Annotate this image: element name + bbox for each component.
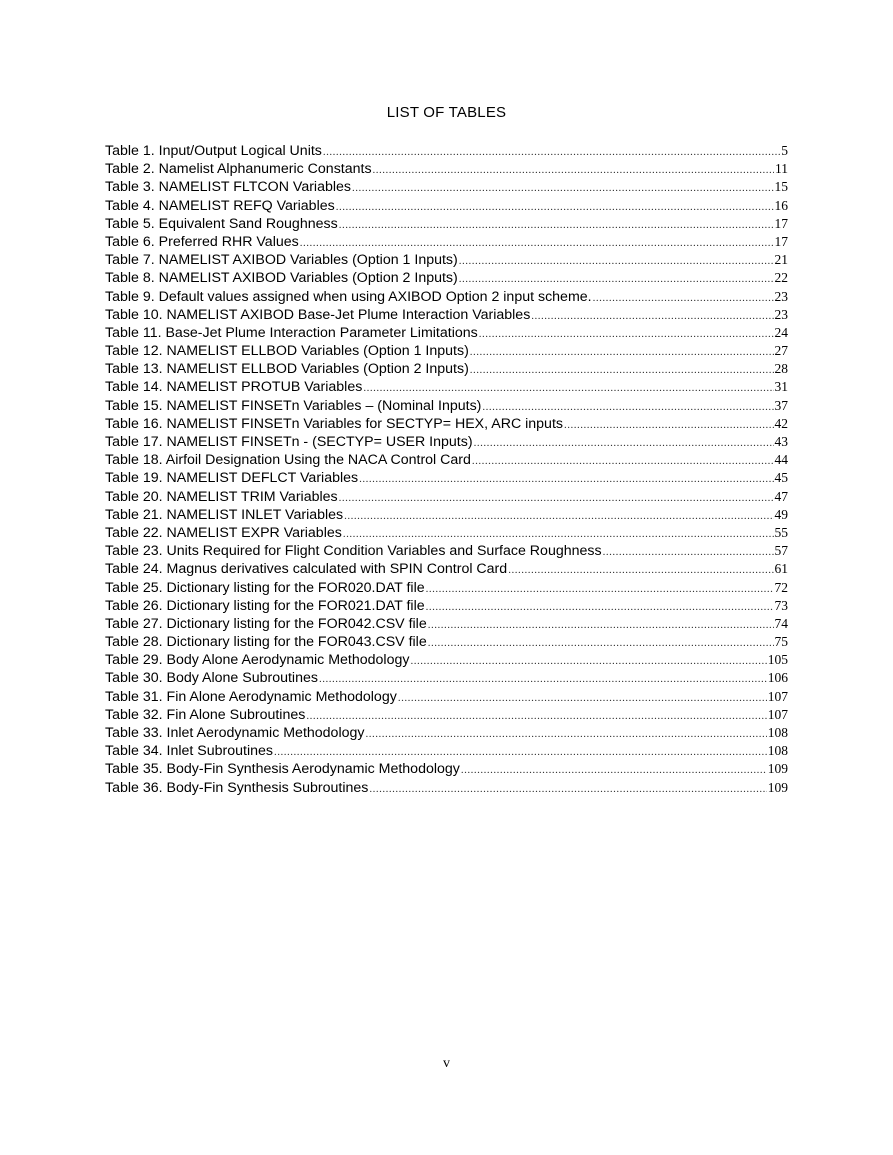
toc-entry-label: Table 1. Input/Output Logical Units [105,143,322,159]
toc-entry[interactable] [105,451,788,469]
toc-entry-page: 61 [774,561,788,577]
toc-entry[interactable] [105,760,788,778]
toc-entry-page: 57 [774,543,788,559]
dot-leader [336,198,774,215]
dot-leader [306,707,766,724]
toc-entry-page: 75 [774,634,788,650]
dot-leader [369,780,766,797]
toc-entry-page: 45 [774,470,788,486]
toc-entry[interactable] [105,269,788,287]
dot-leader [426,598,774,615]
dot-leader [461,761,767,778]
dot-leader [472,452,774,469]
dot-leader [470,361,774,378]
toc-entry[interactable] [105,160,788,178]
dot-leader [274,743,767,760]
toc-entry-label: Table 25. Dictionary listing for the FOR020.DAT file [105,579,425,596]
toc-entry-page: 44 [774,452,788,468]
toc-entry-label: Table 29. Body Alone Aerodynamic Methodology [105,652,410,669]
toc-entry-page: 31 [774,379,788,395]
toc-entry[interactable] [105,779,788,797]
toc-entry-label: Table 3. NAMELIST FLTCON Variables [105,179,351,196]
dot-leader [479,325,774,342]
dot-leader [410,652,766,669]
dot-leader [603,543,774,560]
toc-entry[interactable] [105,651,788,669]
toc-entry-page: 22 [774,270,788,286]
toc-entry[interactable] [105,397,788,415]
toc-entry[interactable] [105,433,788,451]
toc-entry-page: 27 [774,343,788,359]
dot-leader [564,416,774,433]
toc-entry-page: 23 [774,288,788,304]
dot-leader [593,289,774,306]
toc-entry[interactable] [105,306,788,324]
toc-entry-label: Table 9. Default values assigned when using AXIBOD Option 2 input scheme. [105,288,592,305]
toc-entry-page: 107 [767,706,788,722]
toc-entry[interactable] [105,233,788,251]
toc-entry-label: Table 23. Units Required for Flight Condition Variables and Surface Roughness [105,543,602,560]
toc-entry[interactable] [105,724,788,742]
toc-entry[interactable] [105,579,788,597]
toc-entry-label: Table 16. NAMELIST FINSETn Variables for SECTYP= HEX, ARC inputs [105,415,563,432]
toc-entry-label: Table 33. Inlet Aerodynamic Methodology [105,725,365,741]
toc-entry-page: 74 [774,615,788,631]
dot-leader [474,434,774,451]
dot-leader [344,507,773,524]
toc-entry[interactable] [105,742,788,760]
toc-entry-page: 72 [774,579,788,595]
toc-entry-page: 24 [774,324,788,340]
toc-entry-page: 28 [774,361,788,377]
dot-leader [428,634,774,651]
toc-entry-page: 107 [767,688,788,704]
toc-entry[interactable] [105,288,788,306]
toc-entry-page: 5 [781,143,788,158]
toc-entry[interactable] [105,378,788,396]
dot-leader [323,143,780,160]
dot-leader [531,307,773,324]
toc-entry-page: 17 [774,215,788,231]
toc-entry-label: Table 28. Dictionary listing for the FOR043.CSV file [105,634,427,651]
toc-entry-page: 11 [775,161,788,177]
toc-entry-label: Table 7. NAMELIST AXIBOD Variables (Option 1 Inputs) [105,252,458,269]
toc-entry-label: Table 32. Fin Alone Subroutines [105,706,306,723]
toc-entry[interactable] [105,342,788,360]
toc-entry-page: 109 [767,779,788,795]
toc-entry[interactable] [105,706,788,724]
dot-leader [319,670,767,687]
dot-leader [459,270,774,287]
toc-entry-label: Table 11. Base-Jet Plume Interaction Parameter Limitations [105,324,478,341]
toc-entry[interactable] [105,506,788,524]
dot-leader [482,398,773,415]
toc-entry-label: Table 22. NAMELIST EXPR Variables [105,524,342,541]
toc-entry-label: Table 4. NAMELIST REFQ Variables [105,197,335,214]
toc-entry-label: Table 20. NAMELIST TRIM Variables [105,488,338,505]
toc-entry-label: Table 5. Equivalent Sand Roughness [105,215,338,232]
toc-entry-page: 106 [767,670,788,686]
toc-entry-label: Table 12. NAMELIST ELLBOD Variables (Option 1 Inputs) [105,343,469,360]
toc-entry[interactable] [105,197,788,215]
toc-entry-label: Table 15. NAMELIST FINSETn Variables – (Nominal Inputs) [105,397,482,414]
toc-entry[interactable] [105,215,788,233]
dot-leader [365,725,766,742]
toc-entry[interactable] [105,178,788,196]
toc-entry-page: 108 [767,725,788,740]
dot-leader [508,561,773,578]
dot-leader [359,470,773,487]
toc-entry-page: 47 [774,488,788,504]
toc-entry-page: 37 [774,397,788,413]
dot-leader [459,252,774,269]
page-number: v [443,1056,450,1071]
dot-leader [428,616,774,633]
dot-leader [339,216,774,233]
toc-entry-page: 108 [767,743,788,759]
toc-entry-label: Table 2. Namelist Alphanumeric Constants [105,161,372,178]
toc-entry-page: 17 [774,233,788,249]
toc-entry[interactable] [105,615,788,633]
toc-entry-label: Table 30. Body Alone Subroutines [105,670,318,687]
toc-entry-page: 55 [774,524,788,540]
toc-entry-label: Table 27. Dictionary listing for the FOR042.CSV file [105,615,427,632]
toc-entry-label: Table 21. NAMELIST INLET Variables [105,506,344,523]
dot-leader [373,161,774,178]
dot-leader [470,343,774,360]
dot-leader [398,689,767,706]
toc-entry-label: Table 18. Airfoil Designation Using the NACA Control Card [105,452,471,469]
toc-entry-label: Table 6. Preferred RHR Values [105,233,299,250]
toc-entry-label: Table 14. NAMELIST PROTUB Variables [105,379,363,396]
toc-entry[interactable] [105,469,788,487]
toc-entry-label: Table 31. Fin Alone Aerodynamic Methodology [105,688,397,705]
list-of-tables [105,142,788,797]
toc-entry-page: 73 [774,597,788,613]
toc-entry-label: Table 35. Body-Fin Synthesis Aerodynamic Methodology [105,761,460,778]
toc-entry-page: 49 [774,506,788,522]
toc-entry[interactable] [105,524,788,542]
toc-entry[interactable] [105,415,788,433]
toc-entry[interactable] [105,324,788,342]
toc-entry-page: 42 [774,415,788,431]
page-title: LIST OF TABLES [386,104,507,121]
dot-leader [426,580,774,597]
toc-entry[interactable] [105,560,788,578]
toc-entry-label: Table 26. Dictionary listing for the FOR021.DAT file [105,597,425,614]
toc-entry-page: 21 [774,252,788,268]
toc-entry-page: 15 [774,179,788,195]
toc-entry-label: Table 17. NAMELIST FINSETn - (SECTYP= USER Inputs) [105,434,473,450]
toc-entry-label: Table 8. NAMELIST AXIBOD Variables (Option 2 Inputs) [105,270,458,287]
toc-entry-label: Table 34. Inlet Subroutines [105,743,273,760]
toc-entry[interactable] [105,251,788,269]
toc-entry[interactable] [105,669,788,687]
toc-entry[interactable] [105,597,788,615]
toc-entry-label: Table 24. Magnus derivatives calculated with SPIN Control Card [105,561,508,578]
dot-leader [339,489,774,506]
toc-entry[interactable] [105,360,788,378]
toc-entry[interactable] [105,688,788,706]
toc-entry[interactable] [105,542,788,560]
toc-entry-page: 109 [767,761,788,777]
dot-leader [300,234,774,251]
toc-entry[interactable] [105,633,788,651]
toc-entry-page: 105 [767,652,788,668]
dot-leader [343,525,774,542]
toc-entry-label: Table 19. NAMELIST DEFLCT Variables [105,470,359,487]
toc-entry[interactable] [105,142,788,160]
toc-entry-page: 16 [774,197,788,213]
dot-leader [363,379,773,396]
dot-leader [352,179,774,196]
toc-entry-page: 23 [774,306,788,322]
toc-entry-page: 43 [774,434,788,449]
toc-entry-label: Table 13. NAMELIST ELLBOD Variables (Option 2 Inputs) [105,361,469,378]
toc-entry-label: Table 36. Body-Fin Synthesis Subroutines [105,779,369,796]
toc-entry-label: Table 10. NAMELIST AXIBOD Base-Jet Plume Interaction Variables [105,306,531,323]
toc-entry[interactable] [105,488,788,506]
